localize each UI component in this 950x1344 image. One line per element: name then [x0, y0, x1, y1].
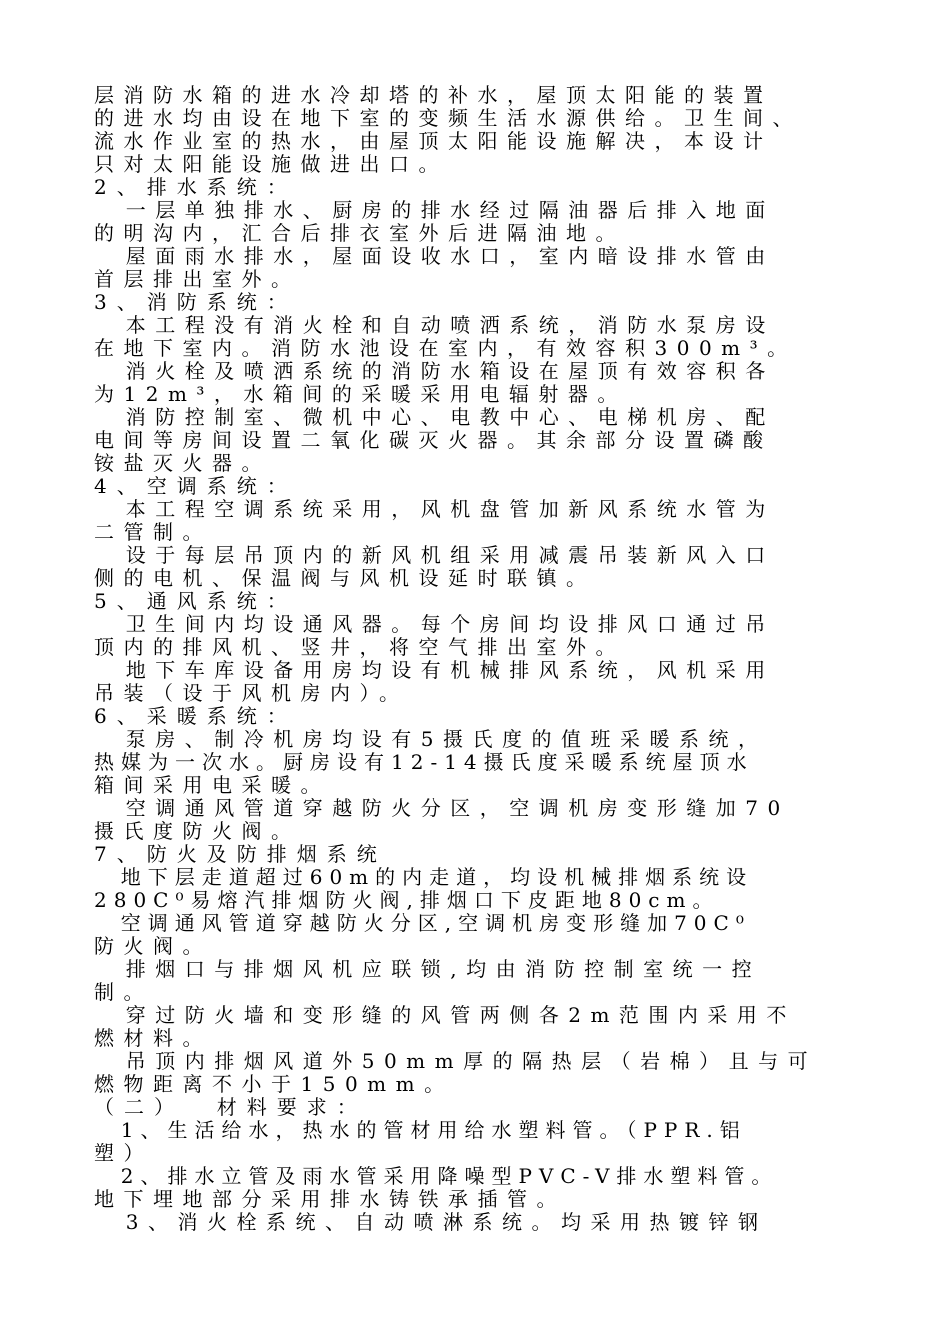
text-line: 二管制。 — [94, 521, 212, 544]
text-line: 的进水均由设在地下室的变频生活水源供给。卫生间、 — [94, 107, 802, 130]
text-line: 一层单独排水、厨房的排水经过隔油器后排入地面 — [94, 199, 775, 222]
text-line: 层消防水箱的进水冷却塔的补水，屋顶太阳能的装置 — [94, 84, 773, 107]
text-line: 穿过防火墙和变形缝的风管两侧各2m范围内采用不 — [94, 1004, 796, 1027]
text-line: 地下埋地部分采用排水铸铁承插管。 — [94, 1188, 566, 1211]
text-line: 顶内的排风机、竖井，将空气排出室外。 — [94, 636, 625, 659]
text-line: 3、消火栓系统、自动喷淋系统。均采用热镀锌钢 — [94, 1211, 768, 1234]
text-line: 燃材料。 — [94, 1027, 212, 1050]
text-line: 的明沟内，汇合后排衣室外后进隔油地。 — [94, 222, 625, 245]
section-heading: 3、消防系统： — [94, 291, 297, 314]
text-line: 空调通风管道穿越防火分区，空调机房变形缝加70 — [94, 797, 790, 820]
text-line: 吊顶内排烟风道外50mm厚的隔热层（岩棉）且与可 — [94, 1050, 818, 1073]
text-line: 泵房、制冷机房均设有5摄氏度的值班采暖系统， — [94, 728, 768, 751]
text-line: 吊装（设于风机房内）。 — [94, 682, 409, 705]
text-line: 热媒为一次水。厨房设有12-14摄氏度采暖系统屋顶水 — [94, 751, 754, 774]
text-line: 为12m³，水箱间的采暖采用电辐射器。 — [94, 383, 627, 406]
text-line: 摄氏度防火阀。 — [94, 820, 301, 843]
section-heading: 5、通风系统： — [94, 590, 297, 613]
section-heading: 4、空调系统： — [94, 475, 297, 498]
text-line: 燃物距离不小于150mm。 — [94, 1073, 454, 1096]
text-line: 排烟口与排烟风机应联锁,均由消防控制室统一控 — [94, 958, 762, 981]
text-line: 只对太阳能设施做进出口。 — [94, 153, 448, 176]
text-line: 空调通风管道穿越防火分区,空调机房变形缝加70C⁰ — [94, 912, 751, 935]
text-line: 2、排水立管及雨水管采用降噪型PVC-V排水塑料管。 — [94, 1165, 779, 1188]
section-heading: （二） 材料要求： — [94, 1096, 367, 1119]
text-line: 箱间采用电采暖。 — [94, 774, 330, 797]
text-line: 卫生间内均设通风器。每个房间均设排风口通过吊 — [94, 613, 775, 636]
text-line: 消防控制室、微机中心、电教中心、电梯机房、配 — [94, 406, 775, 429]
text-line: 280C⁰易熔汽排烟防火阀,排烟口下皮距地80cm。 — [94, 889, 720, 912]
text-line: 本工程空调系统采用，风机盘管加新风系统水管为 — [94, 498, 775, 521]
text-line: 屋面雨水排水，屋面设收水口，室内暗设排水管由 — [94, 245, 775, 268]
text-line: 设于每层吊顶内的新风机组采用减震吊装新风入口 — [94, 544, 775, 567]
text-line: 塑） — [94, 1142, 153, 1165]
text-line: 消火栓及喷洒系统的消防水箱设在屋顶有效容积各 — [94, 360, 775, 383]
text-line: 地下车库设备用房均设有机械排风系统，风机采用 — [94, 659, 775, 682]
text-line: 制。 — [94, 981, 153, 1004]
text-line: 铵盐灭火器。 — [94, 452, 271, 475]
text-line: 在地下室内。消防水池设在室内，有效容积300m³。 — [94, 337, 797, 360]
text-line: 流水作业室的热水，由屋顶太阳能设施解决，本设计 — [94, 130, 773, 153]
text-line: 防火阀。 — [94, 935, 212, 958]
section-heading: 2、排水系统： — [94, 176, 297, 199]
text-line: 首层排出室外。 — [94, 268, 301, 291]
section-heading: 6、采暖系统： — [94, 705, 297, 728]
text-line: 本工程没有消火栓和自动喷洒系统，消防水泵房设 — [94, 314, 775, 337]
text-line: 侧的电机、保温阀与风机设延时联镇。 — [94, 567, 596, 590]
text-line: 地下层走道超过60m的内走道，均设机械排烟系统设 — [94, 866, 754, 889]
text-line: 电间等房间设置二氧化碳灭火器。其余部分设置磷酸 — [94, 429, 773, 452]
section-heading: 7、防火及防排烟系统 — [94, 843, 387, 866]
text-line: 1、生活给水，热水的管材用给水塑料管。（PPR.铝 — [94, 1119, 747, 1142]
